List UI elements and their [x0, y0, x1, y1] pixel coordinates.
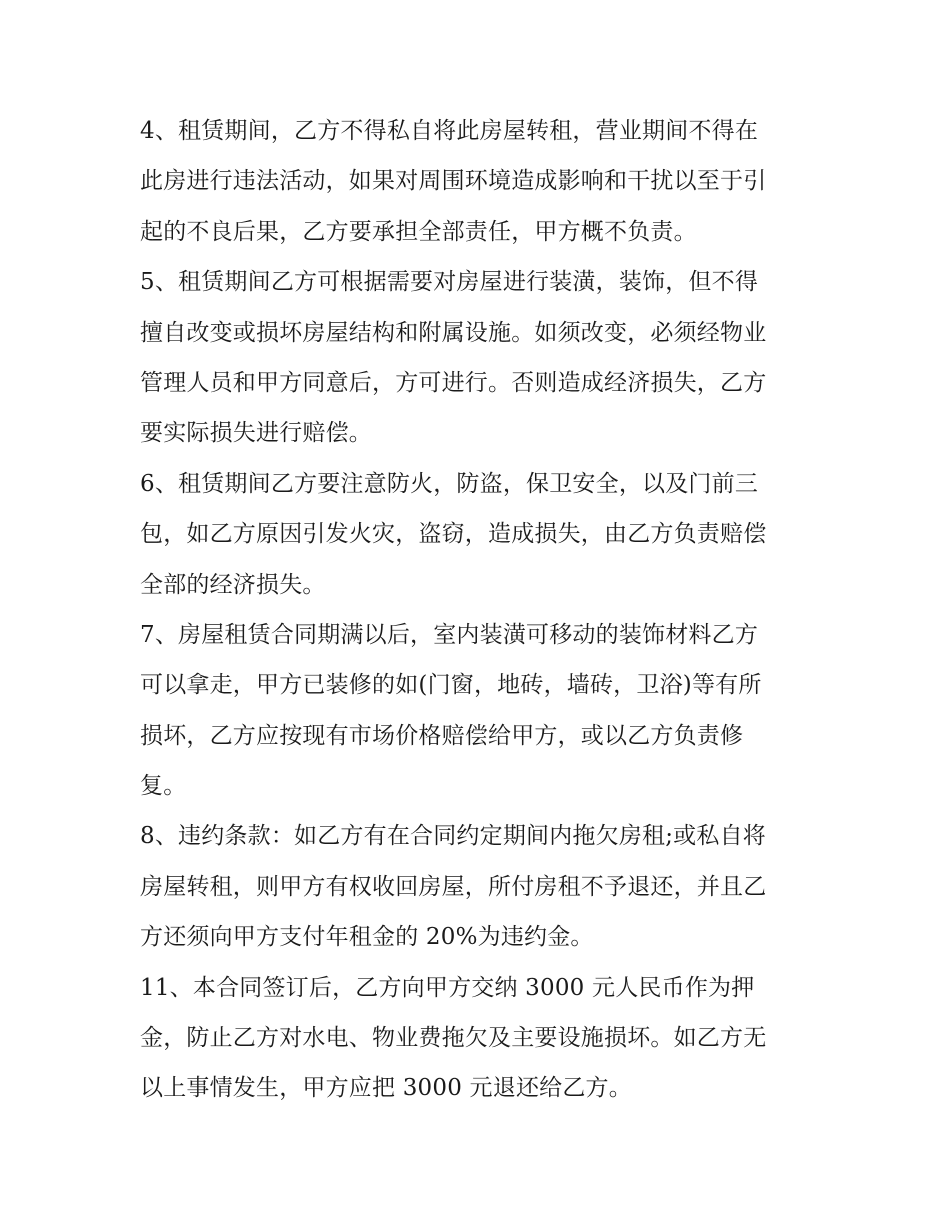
document-body [140, 106, 830, 1114]
text-line: 包，如乙方原因引发火灾，盗窃，造成损失，由乙方负责赔偿 [140, 521, 767, 548]
text-line: 要实际损失进行赔偿。 [140, 420, 372, 447]
text-line: 方还须向甲方支付年租金的 20%为违约金。 [140, 924, 594, 951]
text-line: 金，防止乙方对水电、物业费拖欠及主要设施损坏。如乙方无 [140, 1025, 767, 1052]
text-line: 管理人员和甲方同意后，方可进行。否则造成经济损失，乙方 [140, 369, 767, 396]
text-line: 11、本合同签订后，乙方向甲方交纳 3000 元人民币作为押 [140, 974, 755, 1001]
text-line: 6、租赁期间乙方要注意防火，防盗，保卫安全，以及门前三 [140, 470, 759, 497]
text-line: 此房进行违法活动，如果对周围环境造成影响和干扰以至于引 [140, 168, 767, 195]
text-line: 擅自改变或损坏房屋结构和附属设施。如须改变，必须经物业 [140, 319, 767, 346]
text-line: 5、租赁期间乙方可根据需要对房屋进行装潢，装饰，但不得 [140, 269, 759, 296]
text-line: 7、房屋租赁合同期满以后，室内装潢可移动的装饰材料乙方 [140, 621, 759, 648]
text-line: 8、违约条款：如乙方有在合同约定期间内拖欠房租;或私自将 [140, 823, 766, 850]
text-line: 全部的经济损失。 [140, 571, 326, 598]
text-line: 可以拿走，甲方已装修的如(门窗，地砖，墙砖，卫浴)等有所 [140, 672, 762, 699]
text-line: 以上事情发生，甲方应把 3000 元退还给乙方。 [140, 1075, 632, 1102]
text-line: 4、租赁期间，乙方不得私自将此房屋转租，营业期间不得在 [140, 118, 759, 144]
text-line: 房屋转租，则甲方有权收回房屋，所付房租不予退还，并且乙 [140, 873, 767, 900]
text-line: 起的不良后果，乙方要承担全部责任，甲方概不负责。 [140, 218, 697, 245]
text-line: 损坏，乙方应按现有市场价格赔偿给甲方，或以乙方负责修 [140, 722, 744, 749]
text-line: 复。 [140, 773, 187, 800]
